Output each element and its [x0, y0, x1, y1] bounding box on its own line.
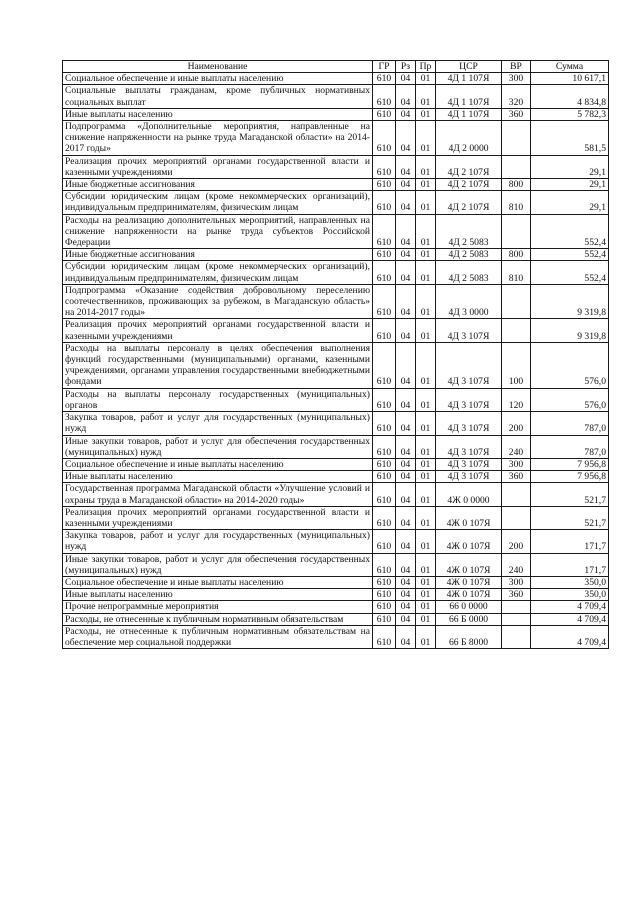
row-name-cell: Иные закупки товаров, работ и услуг для обеспечения государственных (муниципальных) нужд: [63, 435, 373, 458]
table-row: [63, 191, 609, 214]
row-pr-cell: 01: [416, 613, 436, 625]
table-row: [63, 412, 609, 435]
table-row: [63, 458, 609, 470]
row-csr-cell: 4Д 3 107Я: [436, 458, 502, 470]
row-vr-cell: [502, 155, 531, 178]
row-rz-cell: 04: [396, 342, 416, 388]
table-row: [63, 108, 609, 120]
row-rz-cell: 04: [396, 530, 416, 553]
row-csr-cell: 4Д 2 107Я: [436, 155, 502, 178]
row-pr-cell: 01: [416, 388, 436, 411]
row-vr-cell: [502, 625, 531, 648]
table-row: [63, 388, 609, 411]
table-row: [63, 589, 609, 601]
row-name-cell: Иные выплаты населению: [63, 589, 373, 601]
table-row: [63, 155, 609, 178]
row-vr-cell: 360: [502, 108, 531, 120]
table-row: [63, 553, 609, 576]
row-csr-cell: 4Д 3 107Я: [436, 412, 502, 435]
row-sum-cell: 521,7: [531, 506, 609, 529]
table-row: [63, 506, 609, 529]
row-name-cell: Закупка товаров, работ и услуг для государственных (муниципальных) нужд: [63, 530, 373, 553]
row-pr-cell: 01: [416, 155, 436, 178]
row-csr-cell: 4Д 1 107Я: [436, 85, 502, 108]
row-vr-cell: [502, 601, 531, 613]
row-pr-cell: 01: [416, 73, 436, 85]
table-row: [63, 625, 609, 648]
row-sum-cell: 581,5: [531, 121, 609, 156]
row-vr-cell: [502, 284, 531, 319]
row-csr-cell: 4Ж 0 107Я: [436, 589, 502, 601]
row-gr-cell: 610: [373, 483, 396, 506]
row-name-cell: Расходы на выплаты персоналу в целях обеспечения выполнения функций государственными (муниципальными) органами, казенными учреждениями, органами управления государственными внебюджетными фондами: [63, 342, 373, 388]
table-body: [63, 73, 609, 649]
row-vr-cell: [502, 506, 531, 529]
row-vr-cell: 240: [502, 553, 531, 576]
table-row: [63, 319, 609, 342]
row-gr-cell: 610: [373, 625, 396, 648]
table-row: [63, 613, 609, 625]
row-csr-cell: 4Д 2 107Я: [436, 179, 502, 191]
table-row: [63, 284, 609, 319]
row-vr-cell: 360: [502, 589, 531, 601]
row-rz-cell: 04: [396, 589, 416, 601]
row-gr-cell: 610: [373, 553, 396, 576]
row-csr-cell: 4Д 3 107Я: [436, 388, 502, 411]
row-pr-cell: 01: [416, 589, 436, 601]
row-rz-cell: 04: [396, 214, 416, 249]
row-pr-cell: 01: [416, 625, 436, 648]
row-pr-cell: 01: [416, 214, 436, 249]
row-sum-cell: 10 617,1: [531, 73, 609, 85]
row-rz-cell: 04: [396, 412, 416, 435]
table-row: [63, 73, 609, 85]
row-vr-cell: 120: [502, 388, 531, 411]
row-name-cell: Прочие непрограммные мероприятия: [63, 601, 373, 613]
row-name-cell: Иные закупки товаров, работ и услуг для обеспечения государственных (муниципальных) нужд: [63, 553, 373, 576]
row-name-cell: Расходы на реализацию дополнительных мероприятий, направленных на снижение напряженности на рынке труда субъектов Российской Федерации: [63, 214, 373, 249]
row-csr-cell: 4Д 3 107Я: [436, 342, 502, 388]
row-rz-cell: 04: [396, 85, 416, 108]
row-vr-cell: 300: [502, 458, 531, 470]
row-vr-cell: 800: [502, 179, 531, 191]
row-gr-cell: 610: [373, 319, 396, 342]
table-row: [63, 342, 609, 388]
row-gr-cell: 610: [373, 613, 396, 625]
row-sum-cell: 350,0: [531, 589, 609, 601]
row-vr-cell: 300: [502, 73, 531, 85]
row-csr-cell: 4Д 2 107Я: [436, 191, 502, 214]
row-sum-cell: 576,0: [531, 388, 609, 411]
row-rz-cell: 04: [396, 613, 416, 625]
table-row: [63, 85, 609, 108]
row-rz-cell: 04: [396, 191, 416, 214]
row-name-cell: Иные бюджетные ассигнования: [63, 179, 373, 191]
row-rz-cell: 04: [396, 471, 416, 483]
row-rz-cell: 04: [396, 284, 416, 319]
row-sum-cell: 787,0: [531, 435, 609, 458]
row-pr-cell: 01: [416, 601, 436, 613]
row-sum-cell: 576,0: [531, 342, 609, 388]
row-sum-cell: 350,0: [531, 576, 609, 588]
row-sum-cell: 9 319,8: [531, 284, 609, 319]
row-sum-cell: 552,4: [531, 249, 609, 261]
row-csr-cell: 4Д 3 107Я: [436, 435, 502, 458]
row-pr-cell: 01: [416, 191, 436, 214]
row-vr-cell: [502, 483, 531, 506]
row-pr-cell: 01: [416, 261, 436, 284]
header-rz: Рз: [396, 61, 416, 73]
row-vr-cell: 810: [502, 191, 531, 214]
header-name: Наименование: [63, 61, 373, 73]
row-csr-cell: 4Д 3 0000: [436, 284, 502, 319]
row-csr-cell: 66 Б 8000: [436, 625, 502, 648]
row-name-cell: Государственная программа Магаданской области «Улучшение условий и охраны труда в Магаданской области» на 2014-2020 годы»: [63, 483, 373, 506]
row-name-cell: Иные выплаты населению: [63, 471, 373, 483]
header-sum: Сумма: [531, 61, 609, 73]
row-sum-cell: 29,1: [531, 191, 609, 214]
row-vr-cell: 100: [502, 342, 531, 388]
row-sum-cell: 4 709,4: [531, 625, 609, 648]
row-gr-cell: 610: [373, 191, 396, 214]
row-sum-cell: 5 782,3: [531, 108, 609, 120]
row-pr-cell: 01: [416, 108, 436, 120]
row-pr-cell: 01: [416, 471, 436, 483]
table-row: [63, 121, 609, 156]
row-name-cell: Субсидии юридическим лицам (кроме некоммерческих организаций), индивидуальным предпринимателям, физическим лицам: [63, 191, 373, 214]
row-name-cell: Социальные выплаты гражданам, кроме публичных нормативных социальных выплат: [63, 85, 373, 108]
row-name-cell: Реализация прочих мероприятий органами государственной власти и казенными учреждениями: [63, 506, 373, 529]
row-name-cell: Реализация прочих мероприятий органами государственной власти и казенными учреждениями: [63, 155, 373, 178]
row-sum-cell: 7 956,8: [531, 471, 609, 483]
row-vr-cell: 300: [502, 576, 531, 588]
row-rz-cell: 04: [396, 388, 416, 411]
table-row: [63, 483, 609, 506]
row-vr-cell: [502, 121, 531, 156]
row-csr-cell: 4Ж 0 107Я: [436, 506, 502, 529]
row-rz-cell: 04: [396, 261, 416, 284]
row-csr-cell: 4Д 2 5083: [436, 214, 502, 249]
row-rz-cell: 04: [396, 121, 416, 156]
row-vr-cell: [502, 319, 531, 342]
row-name-cell: Социальное обеспечение и иные выплаты населению: [63, 458, 373, 470]
row-pr-cell: 01: [416, 319, 436, 342]
table-header-row: [63, 61, 609, 73]
row-name-cell: Расходы на выплаты персоналу государственных (муниципальных) органов: [63, 388, 373, 411]
row-name-cell: Расходы, не отнесенные к публичным нормативным обязательствам: [63, 613, 373, 625]
row-gr-cell: 610: [373, 458, 396, 470]
row-gr-cell: 610: [373, 506, 396, 529]
row-sum-cell: 552,4: [531, 261, 609, 284]
row-pr-cell: 01: [416, 530, 436, 553]
header-csr: ЦСР: [436, 61, 502, 73]
row-rz-cell: 04: [396, 319, 416, 342]
header-gr: ГР: [373, 61, 396, 73]
row-rz-cell: 04: [396, 179, 416, 191]
row-sum-cell: 29,1: [531, 155, 609, 178]
table-row: [63, 530, 609, 553]
row-gr-cell: 610: [373, 471, 396, 483]
row-gr-cell: 610: [373, 155, 396, 178]
row-csr-cell: 66 0 0000: [436, 601, 502, 613]
row-pr-cell: 01: [416, 553, 436, 576]
row-name-cell: Подпрограмма «Дополнительные мероприятия, направленные на снижение напряженности на рынке труда Магаданской области» на 2014-2017 годы»: [63, 121, 373, 156]
row-sum-cell: 171,7: [531, 530, 609, 553]
table-row: [63, 249, 609, 261]
row-pr-cell: 01: [416, 85, 436, 108]
row-name-cell: Социальное обеспечение и иные выплаты населению: [63, 73, 373, 85]
row-gr-cell: 610: [373, 214, 396, 249]
row-sum-cell: 552,4: [531, 214, 609, 249]
row-name-cell: Субсидии юридическим лицам (кроме некоммерческих организаций), индивидуальным предпринимателям, физическим лицам: [63, 261, 373, 284]
row-gr-cell: 610: [373, 249, 396, 261]
row-pr-cell: 01: [416, 284, 436, 319]
header-vr: ВР: [502, 61, 531, 73]
row-gr-cell: 610: [373, 435, 396, 458]
budget-table: [62, 60, 609, 649]
row-rz-cell: 04: [396, 458, 416, 470]
row-gr-cell: 610: [373, 284, 396, 319]
row-gr-cell: 610: [373, 576, 396, 588]
header-pr: Пр: [416, 61, 436, 73]
table-row: [63, 601, 609, 613]
row-pr-cell: 01: [416, 249, 436, 261]
row-pr-cell: 01: [416, 412, 436, 435]
row-name-cell: Иные бюджетные ассигнования: [63, 249, 373, 261]
table-row: [63, 214, 609, 249]
row-gr-cell: 610: [373, 261, 396, 284]
row-vr-cell: [502, 613, 531, 625]
row-rz-cell: 04: [396, 625, 416, 648]
row-sum-cell: 29,1: [531, 179, 609, 191]
table-row: [63, 471, 609, 483]
row-csr-cell: 4Ж 0 0000: [436, 483, 502, 506]
row-gr-cell: 610: [373, 85, 396, 108]
row-sum-cell: 4 709,4: [531, 613, 609, 625]
row-gr-cell: 610: [373, 342, 396, 388]
row-csr-cell: 4Д 2 0000: [436, 121, 502, 156]
row-gr-cell: 610: [373, 601, 396, 613]
row-vr-cell: 200: [502, 412, 531, 435]
row-vr-cell: 800: [502, 249, 531, 261]
table-row: [63, 179, 609, 191]
row-rz-cell: 04: [396, 249, 416, 261]
row-sum-cell: 787,0: [531, 412, 609, 435]
row-gr-cell: 610: [373, 179, 396, 191]
row-csr-cell: 4Д 2 5083: [436, 249, 502, 261]
row-name-cell: Социальное обеспечение и иные выплаты населению: [63, 576, 373, 588]
row-pr-cell: 01: [416, 506, 436, 529]
row-gr-cell: 610: [373, 73, 396, 85]
row-rz-cell: 04: [396, 435, 416, 458]
row-sum-cell: 7 956,8: [531, 458, 609, 470]
row-gr-cell: 610: [373, 412, 396, 435]
row-csr-cell: 4Ж 0 107Я: [436, 530, 502, 553]
table-row: [63, 261, 609, 284]
table-row: [63, 576, 609, 588]
row-pr-cell: 01: [416, 458, 436, 470]
row-csr-cell: 4Д 3 107Я: [436, 319, 502, 342]
row-vr-cell: 200: [502, 530, 531, 553]
row-sum-cell: 9 319,8: [531, 319, 609, 342]
row-pr-cell: 01: [416, 483, 436, 506]
row-pr-cell: 01: [416, 121, 436, 156]
row-vr-cell: 320: [502, 85, 531, 108]
row-csr-cell: 4Ж 0 107Я: [436, 553, 502, 576]
row-sum-cell: 4 709,4: [531, 601, 609, 613]
row-pr-cell: 01: [416, 179, 436, 191]
row-name-cell: Расходы, не отнесенные к публичным нормативным обязательствам на обеспечение мер социальной поддержки: [63, 625, 373, 648]
row-rz-cell: 04: [396, 576, 416, 588]
row-name-cell: Закупка товаров, работ и услуг для государственных (муниципальных) нужд: [63, 412, 373, 435]
row-pr-cell: 01: [416, 576, 436, 588]
row-name-cell: Иные выплаты населению: [63, 108, 373, 120]
row-vr-cell: 810: [502, 261, 531, 284]
row-gr-cell: 610: [373, 530, 396, 553]
row-csr-cell: 4Д 1 107Я: [436, 73, 502, 85]
row-csr-cell: 4Д 1 107Я: [436, 108, 502, 120]
row-rz-cell: 04: [396, 553, 416, 576]
row-rz-cell: 04: [396, 108, 416, 120]
row-rz-cell: 04: [396, 601, 416, 613]
row-pr-cell: 01: [416, 342, 436, 388]
row-csr-cell: 4Ж 0 107Я: [436, 576, 502, 588]
row-csr-cell: 66 Б 0000: [436, 613, 502, 625]
row-sum-cell: 4 834,8: [531, 85, 609, 108]
row-rz-cell: 04: [396, 506, 416, 529]
row-vr-cell: 360: [502, 471, 531, 483]
row-vr-cell: 240: [502, 435, 531, 458]
row-vr-cell: [502, 214, 531, 249]
row-pr-cell: 01: [416, 435, 436, 458]
row-gr-cell: 610: [373, 121, 396, 156]
row-csr-cell: 4Д 3 107Я: [436, 471, 502, 483]
row-sum-cell: 521,7: [531, 483, 609, 506]
row-gr-cell: 610: [373, 589, 396, 601]
row-sum-cell: 171,7: [531, 553, 609, 576]
row-name-cell: Реализация прочих мероприятий органами государственной власти и казенными учреждениями: [63, 319, 373, 342]
row-gr-cell: 610: [373, 108, 396, 120]
row-name-cell: Подпрограмма «Оказание содействия добровольному переселению соотечественников, проживающих за рубежом, в Магаданскую область» на 2014-2017 годы»: [63, 284, 373, 319]
row-rz-cell: 04: [396, 483, 416, 506]
row-rz-cell: 04: [396, 73, 416, 85]
row-gr-cell: 610: [373, 388, 396, 411]
table-row: [63, 435, 609, 458]
row-csr-cell: 4Д 2 5083: [436, 261, 502, 284]
row-rz-cell: 04: [396, 155, 416, 178]
